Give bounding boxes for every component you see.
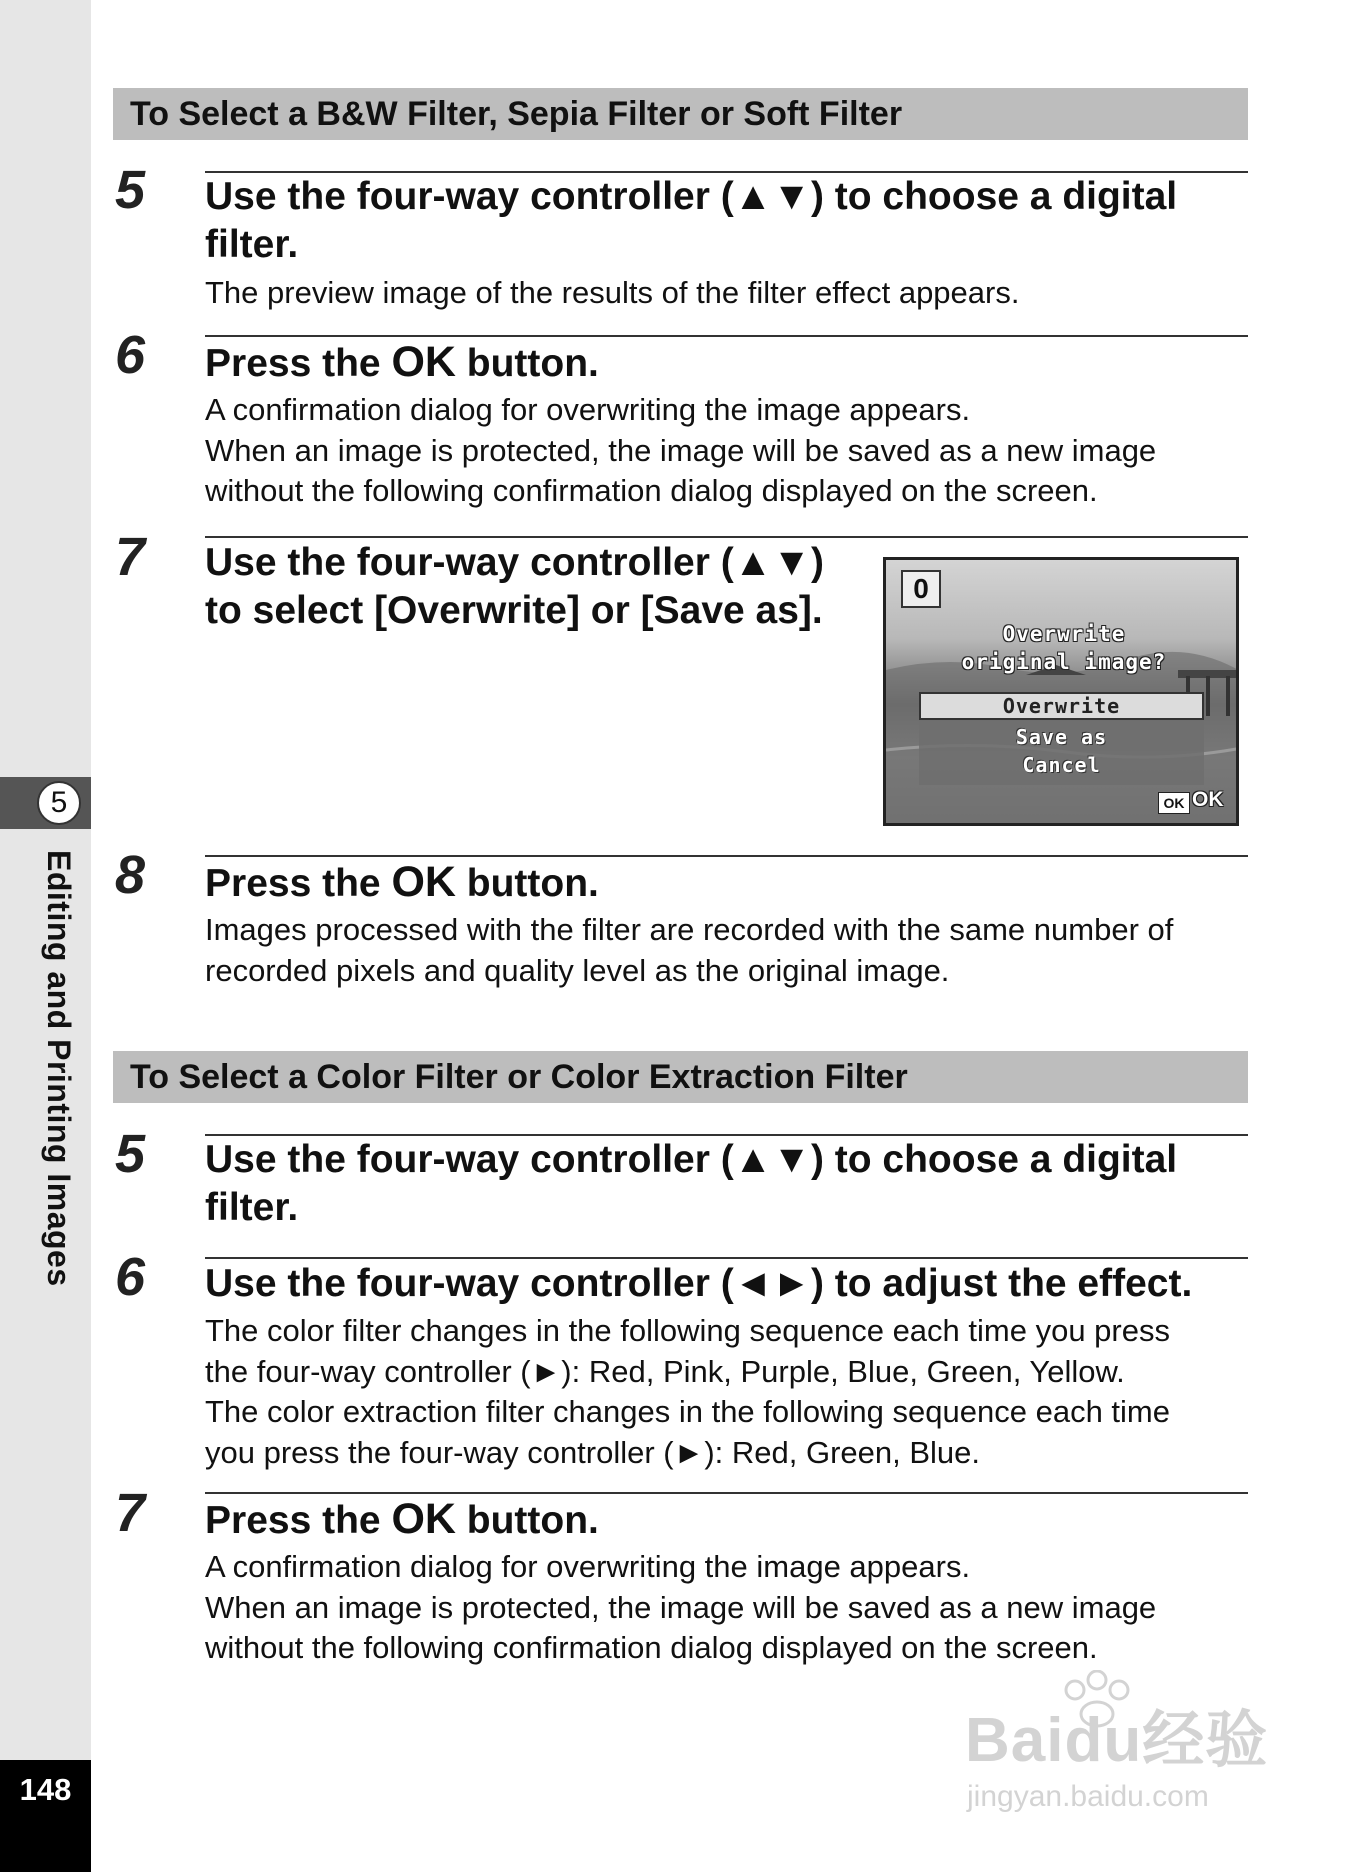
description-line: Images processed with the filter are recorded with the same number of (205, 912, 1174, 947)
step-description (205, 1311, 1170, 1473)
description-line: recorded pixels and quality level as the original image. (205, 952, 950, 988)
camera-lcd-screen (883, 557, 1239, 826)
step-divider (205, 335, 1248, 337)
description-line: you press the four-way controller (►): Red, Green, Blue. (205, 1434, 980, 1470)
description-line: The color extraction filter changes in the following sequence each time (205, 1394, 1170, 1429)
menu-option-cancel[interactable]: Cancel (1022, 753, 1101, 777)
ok-button-glyph: OK (391, 338, 456, 386)
description-line: The color filter changes in the following sequence each time you press (205, 1313, 1170, 1348)
step-title (205, 173, 1177, 269)
step-title-text: button. (455, 1499, 599, 1542)
step-title-line: Use the four-way controller (▲▼) to choose a digital (205, 1138, 1178, 1181)
playback-mode-icon: 0 (901, 570, 941, 608)
step-title (205, 1136, 1177, 1232)
step-description (205, 910, 1173, 991)
step-description (205, 390, 1156, 512)
step-number: 6 (115, 325, 146, 385)
menu-option-overwrite[interactable]: Overwrite (919, 692, 1204, 720)
menu-option-save-as[interactable]: Save as (1015, 725, 1108, 749)
overwrite-menu (919, 692, 1204, 785)
step-number: 5 (115, 160, 146, 220)
step-title-line: Use the four-way controller (◄►) to adjust the effect. (205, 1262, 1193, 1305)
step-title (205, 1495, 599, 1545)
section-heading-bw-sepia-soft: To Select a B&W Filter, Sepia Filter or Soft Filter (113, 88, 1248, 140)
step-title-line: Use the four-way controller (▲▼) to choose a digital (205, 175, 1178, 218)
step-title (205, 1260, 1192, 1308)
description-line: without the following confirmation dialog displayed on the screen. (205, 1630, 1098, 1665)
step-title (205, 338, 599, 388)
step-title-text: Press the (205, 862, 392, 905)
step-title-text: Press the (205, 342, 392, 385)
chapter-title: Editing and Printing Images (41, 850, 77, 1287)
ok-key-label: OK (1192, 788, 1224, 811)
description-line: without the following confirmation dialog displayed on the screen. (205, 473, 1098, 508)
step-number: 5 (115, 1124, 146, 1184)
step-title-line: filter. (205, 1186, 299, 1229)
page-number: 148 (19, 1772, 72, 1807)
step-title-line: Use the four-way controller (▲▼) (205, 541, 824, 584)
step-title-text: button. (455, 862, 599, 905)
description-line: The preview image of the results of the filter effect appears. (205, 275, 1020, 310)
baidu-watermark (965, 1670, 1285, 1820)
step-title-text: button. (455, 342, 599, 385)
step-divider (205, 536, 1248, 538)
step-description (205, 1547, 1156, 1669)
description-line: A confirmation dialog for overwriting the image appears. (205, 1549, 971, 1584)
ok-button-glyph: OK (391, 858, 456, 906)
step-number: 7 (115, 527, 146, 587)
step-number: 7 (115, 1483, 146, 1543)
step-title-text: Press the (205, 1499, 392, 1542)
ok-button-glyph: OK (391, 1495, 456, 1543)
step-description (205, 273, 1019, 314)
step-title-line: to select [Overwrite] or [Save as]. (205, 589, 823, 632)
ok-key-icon: OK (1158, 792, 1190, 814)
step-title (205, 858, 599, 908)
description-line: When an image is protected, the image will be saved as a new image (205, 1589, 1157, 1625)
description-line: A confirmation dialog for overwriting the image appears. (205, 392, 971, 427)
description-line: When an image is protected, the image will be saved as a new image (205, 432, 1157, 468)
prompt-line: Overwrite (1002, 622, 1126, 646)
prompt-line: original image? (961, 650, 1167, 674)
step-title-line: filter. (205, 223, 299, 266)
overwrite-prompt (886, 620, 1239, 676)
step-divider (205, 1492, 1248, 1494)
chapter-number: 5 (37, 781, 81, 825)
watermark-brand: Baidu经验 (965, 1706, 1269, 1775)
step-divider (205, 1257, 1248, 1259)
step-number: 6 (115, 1247, 146, 1307)
step-title (205, 539, 824, 635)
step-divider (205, 855, 1248, 857)
description-line: the four-way controller (►): Red, Pink, Purple, Blue, Green, Yellow. (205, 1353, 1125, 1389)
section-heading-color-filter: To Select a Color Filter or Color Extraction Filter (113, 1051, 1248, 1103)
watermark-url: jingyan.baidu.com (967, 1780, 1209, 1813)
step-number: 8 (115, 845, 146, 905)
